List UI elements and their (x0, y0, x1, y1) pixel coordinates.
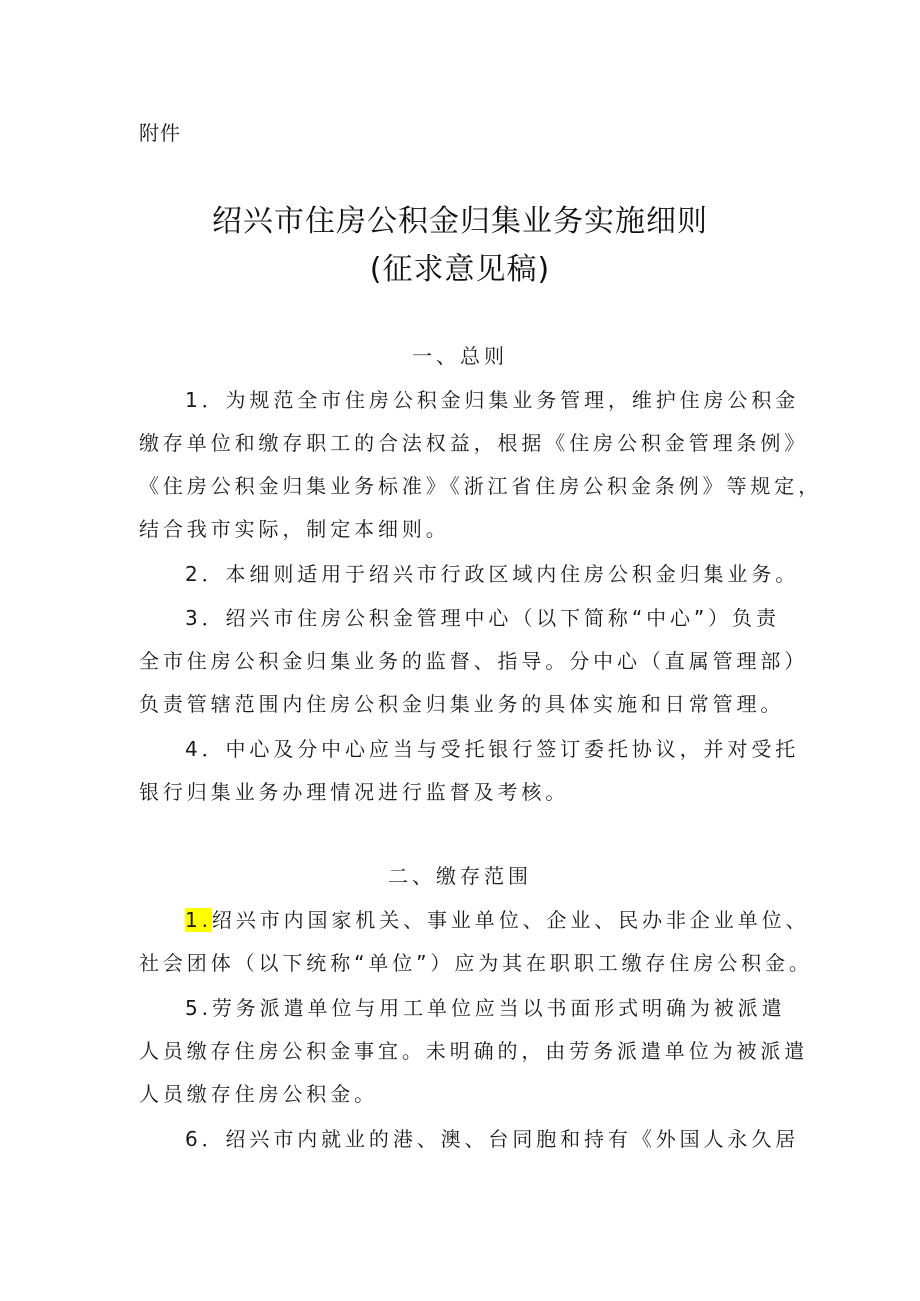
paragraph-line: 2．本细则适用于绍兴市行政区域内住房公积金归集业务。 (185, 562, 800, 586)
document-title: 绍兴市住房公积金归集业务实施细则 (212, 204, 708, 239)
paragraph-line (185, 906, 809, 934)
paragraph-line: 6．绍兴市内就业的港、澳、台同胞和持有《外国人永久居 (185, 1127, 800, 1151)
paragraph-line: 5.劳务派遣单位与用工单位应当以书面形式明确为被派遣 (185, 996, 786, 1020)
paragraph-line: 缴存单位和缴存职工的合法权益，根据《住房公积金管理条例》 (139, 431, 809, 455)
paragraph-line: 4．中心及分中心应当与受托银行签订委托协议，并对受托 (185, 737, 800, 761)
paragraph-line: 人员缴存住房公积金。 (139, 1082, 378, 1106)
paragraph-line: 结合我市实际，制定本细则。 (139, 517, 450, 541)
document-subtitle: (征求意见稿) (369, 252, 551, 287)
section-heading-scope: 二、缴存范围 (388, 864, 532, 888)
section-heading-general: 一、总则 (412, 344, 508, 368)
attachment-label: 附件 (139, 121, 181, 145)
paragraph-line: 人员缴存住房公积金事宜。未明确的，由劳务派遣单位为被派遣 (139, 1039, 809, 1063)
paragraph-line: 3．绍兴市住房公积金管理中心（以下简称“中心”）负责 (185, 606, 780, 630)
highlighted-number: 1. (185, 908, 212, 932)
paragraph-line-text: 绍兴市内国家机关、事业单位、企业、民办非企业单位、 (211, 908, 810, 932)
paragraph-line: 《住房公积金归集业务标准》《浙江省住房公积金条例》等规定， (139, 474, 823, 498)
paragraph-line: 负责管辖范围内住房公积金归集业务的具体实施和日常管理。 (139, 692, 785, 716)
paragraph-line: 银行归集业务办理情况进行监督及考核。 (139, 780, 570, 804)
paragraph-line: 全市住房公积金归集业务的监督、指导。分中心（直属管理部） (139, 649, 809, 673)
paragraph-line: 1．为规范全市住房公积金归集业务管理，维护住房公积金 (185, 388, 800, 412)
paragraph-line: 社会团体（以下统称“单位”）应为其在职职工缴存住房公积金。 (139, 951, 813, 975)
